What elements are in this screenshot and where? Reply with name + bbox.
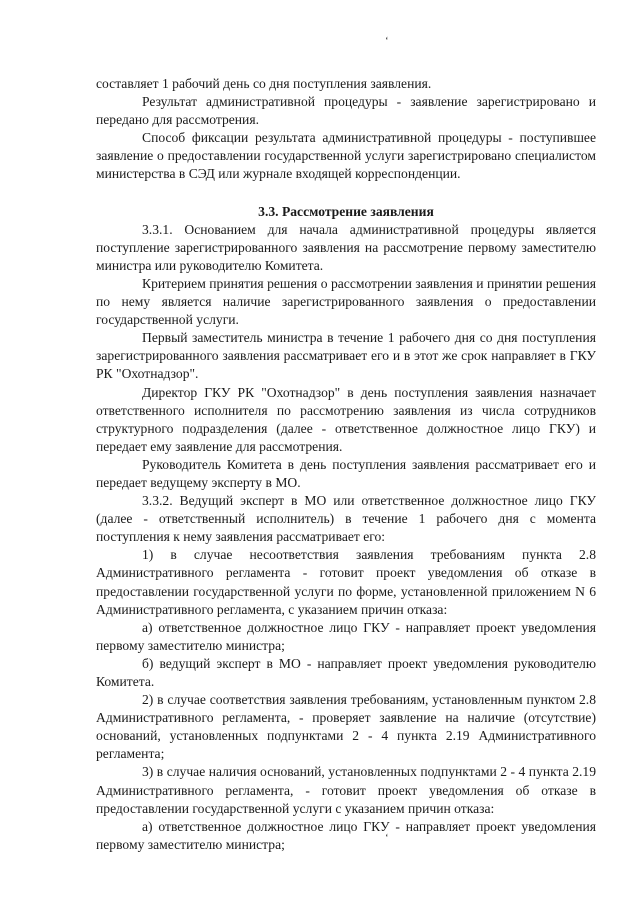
section-heading: 3.3. Рассмотрение заявления <box>258 203 434 219</box>
scan-mark: ʻ <box>385 35 389 47</box>
paragraph: Способ фиксации результата административной процедуры - поступившее заявление о предоставлении государственной услуги зарегистрировано специалистом министерства в СЭД или журнале входящей корреспонденции. <box>96 130 596 182</box>
scan-mark: ʻ <box>385 832 389 844</box>
list-item: 2) в случае соответствия заявления требованиям, установленным пунктом 2.8 Административного регламента, - проверяет заявление на наличие (отсутствие) оснований, установленных подпунктами 2 - 4 пункта 2.19 Административного регламента; <box>96 692 596 762</box>
paragraph: Директор ГКУ РК "Охотнадзор" в день поступления заявления назначает ответственного исполнителя по рассмотрению заявления из числа сотрудников структурного подразделения (далее - ответственное должностное лицо ГКУ) и передает ему заявление для рассмотрения. <box>96 384 596 454</box>
list-item: 1) в случае несоответствия заявления требованиям пункта 2.8 Административного регламента - готовит проект уведомления об отказе в предоставлении государственной услуги по форме, установленной приложением N 6 Административного регламента, с указанием причин отказа: <box>96 547 596 617</box>
paragraph: Результат административной процедуры - заявление зарегистрировано и передано для рассмотрения. <box>96 94 596 128</box>
paragraph: 3.3.1. Основанием для начала административной процедуры является поступление зарегистрированного заявления на рассмотрение первому заместителю министра или руководителю Комитета. <box>96 221 596 273</box>
document-text <box>96 75 596 854</box>
list-item: 3) в случае наличия оснований, установленных подпунктами 2 - 4 пункта 2.19 Административного регламента, - готовит проект уведомления об отказе в предоставлении государственной услуги с указанием причин отказа: <box>96 764 596 816</box>
paragraph: Первый заместитель министра в течение 1 рабочего дня со дня поступления зарегистрированного заявления рассматривает его и в этот же срок направляет в ГКУ РК "Охотнадзор". <box>96 330 596 382</box>
paragraph: 3.3.2. Ведущий эксперт в МО или ответственное должностное лицо ГКУ (далее - ответственный исполнитель) в течение 1 рабочего дня с момента поступления к нему заявления рассматривает его: <box>96 493 596 545</box>
list-item: а) ответственное должностное лицо ГКУ - направляет проект уведомления первому заместителю министра; <box>96 818 596 852</box>
paragraph: Критерием принятия решения о рассмотрении заявления и принятии решения по нему является наличие зарегистрированного заявления о предоставлении государственной услуги. <box>96 275 596 328</box>
paragraph: составляет 1 рабочий день со дня поступления заявления. <box>96 76 432 91</box>
paragraph: Руководитель Комитета в день поступления заявления рассматривает его и передает ведущему эксперту в МО. <box>96 456 596 490</box>
list-item: б) ведущий эксперт в МО - направляет проект уведомления руководителю Комитета. <box>96 655 596 689</box>
list-item: а) ответственное должностное лицо ГКУ - направляет проект уведомления первому заместителю министра; <box>96 619 596 653</box>
